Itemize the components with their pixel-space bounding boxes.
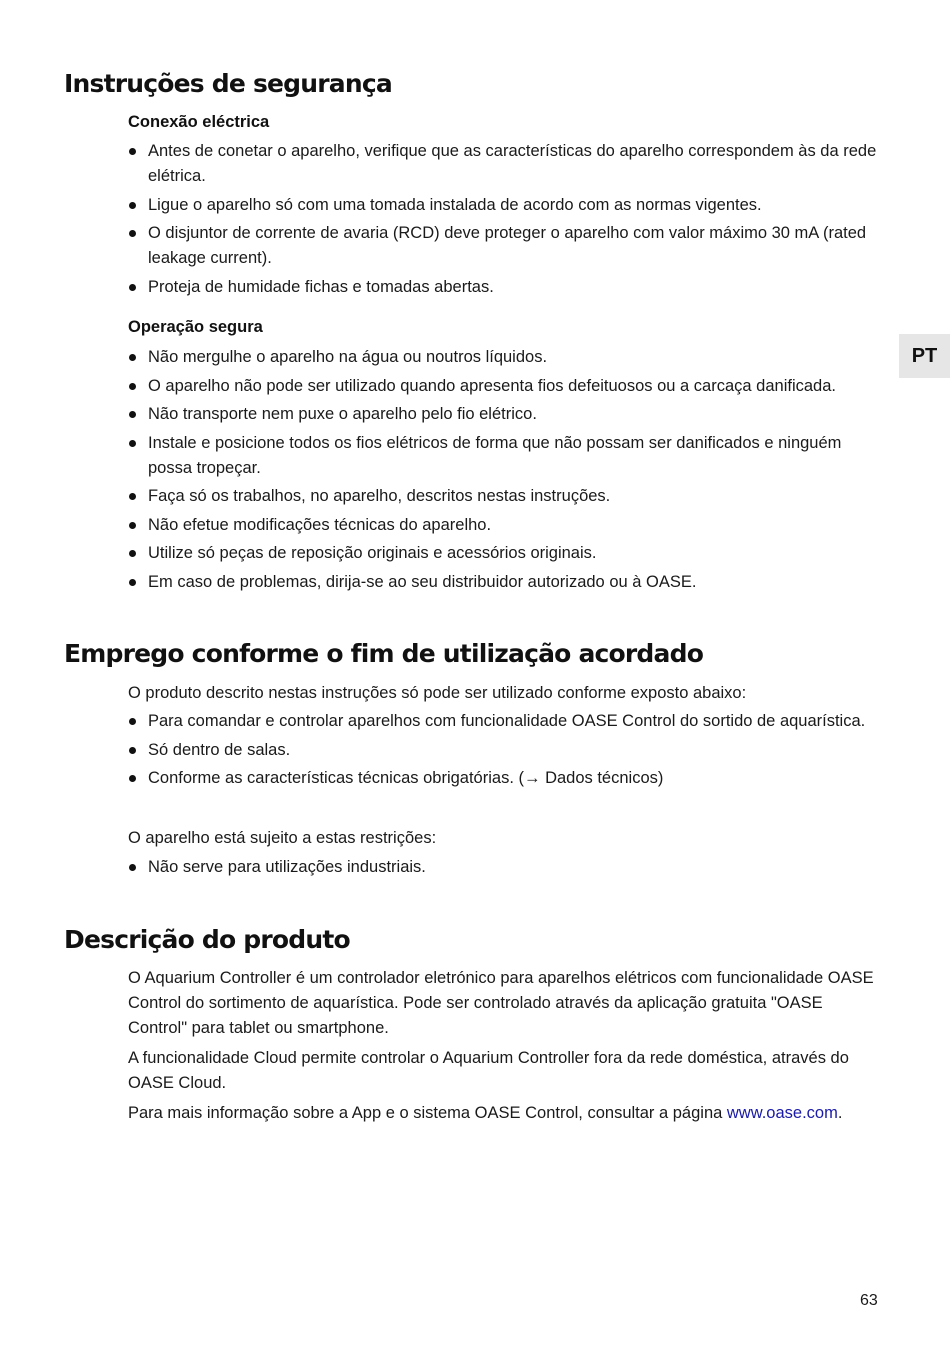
intended-use-list — [128, 709, 880, 795]
operation-list — [128, 345, 880, 598]
intended-use-intro: O produto descrito nestas instruções só pode ser utilizado conforme exposto abaixo: — [128, 684, 747, 702]
list-item: Utilize só peças de reposição originais e acessórios originais. — [128, 541, 880, 566]
electrical-list — [128, 139, 880, 303]
list-item: Proteja de humidade fichas e tomadas abertas. — [128, 275, 880, 300]
list-item: Ligue o aparelho só com uma tomada instalada de acordo com as normas vigentes. — [128, 193, 880, 218]
list-item: Faça só os trabalhos, no aparelho, descritos nestas instruções. — [128, 484, 880, 509]
list-item: Antes de conetar o aparelho, verifique que as características do aparelho correspondem às da rede elétrica. — [128, 139, 880, 189]
language-tab: PT — [899, 334, 950, 378]
description-para-2: A funcionalidade Cloud permite controlar o Aquarium Controller fora da rede doméstica, através do OASE Cloud. — [128, 1049, 849, 1092]
oase-website-link[interactable]: www.oase.com — [726, 1104, 838, 1122]
operation-heading: Operação segura — [128, 318, 263, 336]
list-item: Não efetue modificações técnicas do aparelho. — [128, 513, 880, 538]
list-item: Em caso de problemas, dirija-se ao seu distribuidor autorizado ou à OASE. — [128, 570, 880, 595]
description-para-1: O Aquarium Controller é um controlador eletrónico para aparelhos elétricos com funcionalidade OASE Control do sortimento de aquarística. Pode ser controlado através da aplicação gratuita "OASE Control" para tablet ou smartphone. — [128, 969, 874, 1037]
description-title: Descrição do produto — [64, 925, 350, 954]
list-item: O aparelho não pode ser utilizado quando apresenta fios defeituosos ou a carcaça danificada. — [128, 374, 880, 399]
list-item: Não serve para utilizações industriais. — [128, 855, 880, 880]
description-para-3 — [128, 1101, 878, 1126]
list-item: Não mergulhe o aparelho na água ou noutros líquidos. — [128, 345, 880, 370]
list-item: Só dentro de salas. — [128, 738, 880, 763]
electrical-heading: Conexão eléctrica — [128, 113, 270, 131]
list-item: Instale e posicione todos os fios elétricos de forma que não possam ser danificados e ninguém possa tropeçar. — [128, 431, 880, 481]
list-item: Conforme as características técnicas obrigatórias. (→ Dados técnicos) — [128, 766, 880, 791]
page-number: 63 — [860, 1292, 878, 1309]
intended-use-title: Emprego conforme o fim de utilização acordado — [64, 639, 704, 668]
safety-title: Instruções de segurança — [64, 69, 392, 98]
restrictions-intro: O aparelho está sujeito a estas restrições: — [128, 829, 437, 847]
restrictions-list — [128, 855, 880, 884]
list-item: Para comandar e controlar aparelhos com funcionalidade OASE Control do sortido de aquarística. — [128, 709, 880, 734]
list-item: Não transporte nem puxe o aparelho pelo fio elétrico. — [128, 402, 880, 427]
list-item: O disjuntor de corrente de avaria (RCD) deve proteger o aparelho com valor máximo 30 mA (rated leakage current). — [128, 221, 880, 271]
description-para-3-text: Para mais informação sobre a App e o sistema OASE Control, consultar a página — [128, 1104, 727, 1122]
description-para-3-end: . — [837, 1104, 843, 1122]
